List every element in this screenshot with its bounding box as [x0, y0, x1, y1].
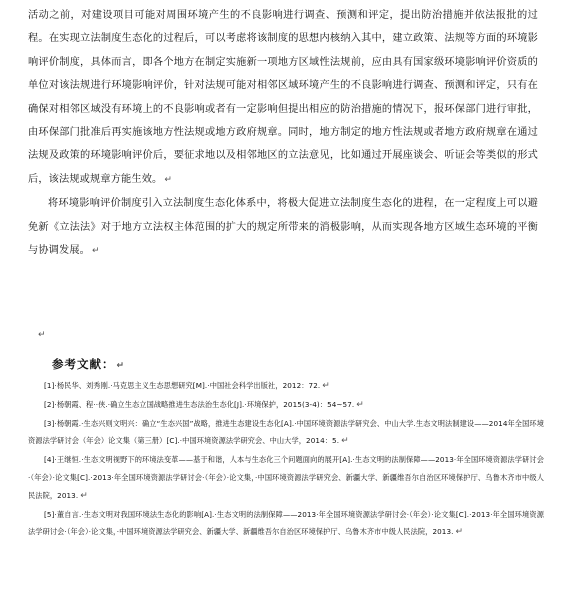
reference-text: [1]·杨民华、刘秀刚.·马克思主义生态思想研究[M].·中国社会科学出版社，2012：72. — [44, 381, 321, 390]
paragraph-mark-icon: ↵ — [116, 361, 126, 371]
reference-item — [28, 451, 544, 505]
paragraph-mark-icon: ↵ — [341, 436, 349, 447]
paragraph-mark-icon: ↵ — [455, 527, 464, 538]
reference-text: [2]·杨朝霞、程··侠.·确立生态立国战略推进生态法治生态化[J].·环境保护，2015(3-4)：54~57. — [44, 399, 355, 409]
paragraph-mark-icon: ↵ — [92, 246, 100, 257]
reference-item — [28, 415, 544, 452]
reference-item — [28, 506, 544, 543]
references-title: 参考文献： — [52, 357, 115, 371]
paragraph-mark-icon: ↵ — [322, 381, 330, 391]
reference-item — [28, 396, 544, 415]
paragraph — [28, 192, 538, 263]
paragraph-text: 将环境影响评价制度引入立法制度生态化体系中，将极大促进立法制度生态化的进程，在一定程度上可以避免新《立法法》对于地方立法权主体范围的扩大的规定所带来的消极影响，从而实现各地方区域生态环境的平衡与协调发展。 — [28, 198, 538, 257]
reference-text: [3]·杨朝霞.·生态兴则文明兴：确立“生态兴国”战略，推进生态建设生态化[A].·中国环境资源法学研究会、中山大学.生态文明法制建设——2014年全国环境资源法学研讨会（年会）论文集（第三册）[C].·中国环境资源法学研究会、中山大学，2014：5. — [28, 418, 544, 446]
paragraph-mark-icon: ↵ — [356, 399, 364, 410]
paragraph-mark-icon: ↵ — [80, 490, 88, 501]
references-heading — [52, 356, 125, 372]
reference-text: [4]·王继恒.·生态文明视野下的环境法变革——基于和谐，人本与生态化三个问题面向的展开[A].·生态文明的法制保障——2013·年全国环境资源法学研讨会·（年会）·论文集[C].·2013·年全国环境资源法学研讨会·（年会）·论文集，·中国环境资源法学研究会、新疆大学、新疆维吾尔自治区环境保护厅、乌鲁木齐市中级人民法院，2013. — [28, 455, 544, 500]
paragraph-text: 活动之前，对建设项目可能对周围环境产生的不良影响进行调查、预测和评定，提出防治措施并依法报批的过程。在实现立法制度生态化的过程后，可以考虑将该制度的思想内核纳入其中，建立政策、法规等方面的环境影响评价制度，具体而言，即各个地方在制定实施新一项地方区域性法规前，应由具有国家级环境影响评价资质的单位对该法规进行环境影响评价，针对法规可能对相邻区域环境产生的不良影响进行调查、预测和评定，只有在确保对相邻区域没有环境上的不良影响或者有一定影响但提出相应的防治措施的情况下，报环保部门进行审批，由环保部门批准后再实施该地方性法规或地方政府规章。同时，地方制定的地方性法规或者地方政府规章在通过法规及政策的环境影响评价后，要征求地以及相邻地区的立法意见，比如通过开展座谈会、听证会等类似的形式后，该法规或规章方能生效。 — [28, 10, 538, 185]
body-text — [28, 4, 538, 263]
reference-text: [5]·董自言.·生态文明对我国环境法生态化的影响[A].·生态文明的法制保障——2013·年全国环境资源法学研讨会·（年会）·论文集[C].·2013·年全国环境资源法学研讨会·（年会）·论文集，·中国环境资源法学研究会、新疆大学、新疆维吾尔自治区环境保护厅、乌鲁木齐市中级人民法院，2013. — [28, 509, 544, 537]
references-list — [28, 377, 544, 542]
paragraph-mark-icon: ↵ — [38, 330, 46, 340]
reference-item — [28, 377, 544, 396]
paragraph — [28, 4, 538, 192]
paragraph-mark-icon: ↵ — [164, 174, 173, 185]
